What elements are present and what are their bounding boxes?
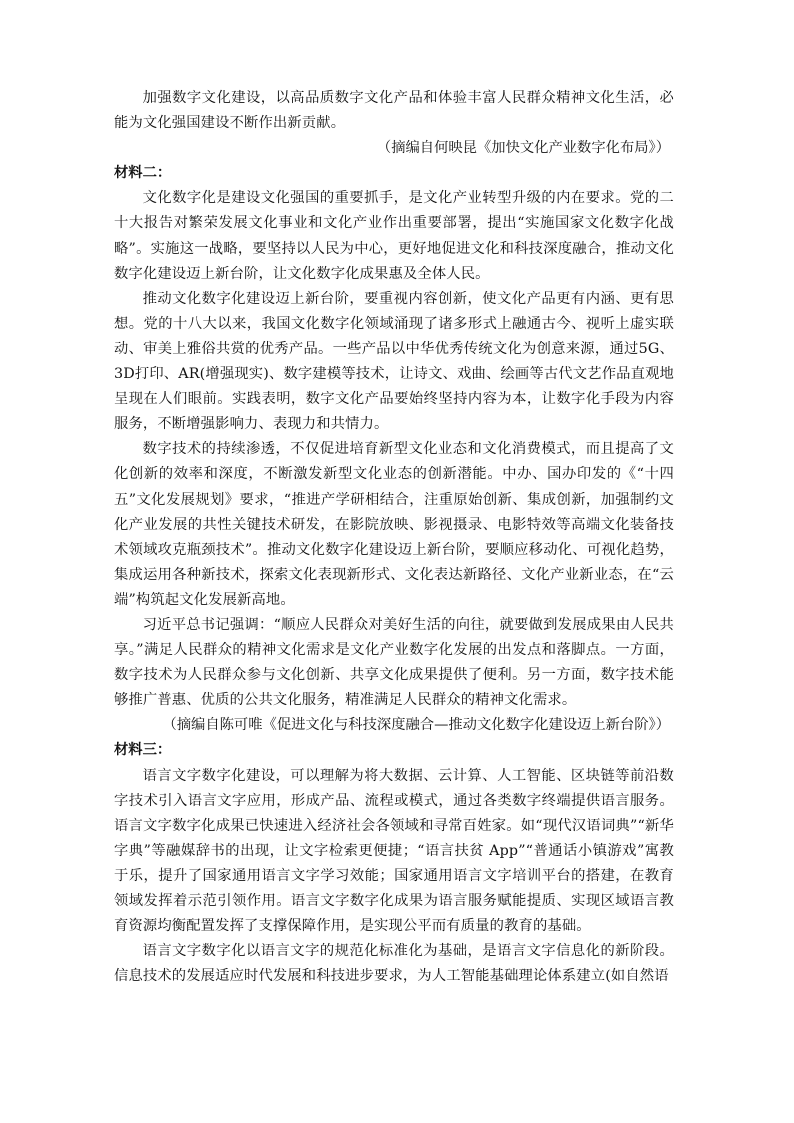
document-page — [114, 86, 674, 989]
material2-paragraph-2: 推动文化数字化建设迈上新台阶，要重视内容创新，使文化产品更有内涵、更有思想。党的十八大以来，我国文化数字化领域涌现了诸多形式上融通古今、视听上虚实联动、审美上雅俗共赏的优秀产品。一些产品以中华优秀传统文化为创意来源，通过5G、3D打印、AR(增强现实)、数字建模等技术，让诗文、戏曲、绘画等古代文艺作品直观地呈现在人们眼前。实践表明，数字文化产品要始终坚持内容为本，让数字化手段为内容服务，不断增强影响力、表现力和共情力。 — [114, 290, 674, 433]
material2-paragraph-1: 文化数字化是建设文化强国的重要抓手，是文化产业转型升级的内在要求。党的二十大报告对繁荣发展文化事业和文化产业作出重要部署，提出“实施国家文化数字化战略”。实施这一战略，要坚持以人民为中心，更好地促进文化和科技深度融合，推动文化数字化建设迈上新台阶，让文化数字化成果惠及全体人民。 — [114, 190, 674, 282]
material1-closing-paragraph: 加强数字文化建设，以高品质数字文化产品和体验丰富人民群众精神文化生活，必能为文化强国建设不断作出新贡献。 — [114, 90, 674, 132]
material3-paragraph-2: 语言文字数字化以语言文字的规范化标准化为基础，是语言文字信息化的新阶段。信息技术的发展适应时代发展和科技进步要求，为人工智能基础理论体系建立(如自然语 — [114, 943, 674, 985]
material2-paragraph-3: 数字技术的持续渗透，不仅促进培育新型文化业态和文化消费模式，而且提高了文化创新的效率和深度，不断激发新型文化业态的创新潜能。中办、国办印发的《“十四五”文化发展规划》要求，“推进产学研相结合，注重原始创新、集成创新，加强制约文化产业发展的共性关键技术研发，在影院放映、影视摄录、电影特效等高端文化装备技术领域攻克瓶颈技术”。推动文化数字化建设迈上新台阶，要顺应移动化、可视化趋势，集成运用各种新技术，探索文化表现新形式、文化表达新路径、文化产业新业态，在“云端”构筑起文化发展新高地。 — [114, 441, 674, 608]
material3-paragraph-1: 语言文字数字化建设，可以理解为将大数据、云计算、人工智能、区块链等前沿数字技术引入语言文字应用，形成产品、流程或模式，通过各类数字终端提供语言服务。语言文字数字化成果已快速进入经济社会各领域和寻常百姓家。如“现代汉语词典”“新华字典”等融媒辞书的出现，让文字检索更便捷；“语言扶贫 App”“普通话小镇游戏”寓教于乐，提升了国家通用语言文字学习效能；国家通用语言文字培训平台的搭建，在教育领域发挥着示范引领作用。语言文字数字化成果为语言服务赋能提质、实现区域语言教育资源均衡配置发挥了支撑保障作用，是实现公平而有质量的教育的基础。 — [114, 767, 674, 935]
material3-heading: 材料三： — [114, 742, 172, 759]
material2-paragraph-4: 习近平总书记强调：“顺应人民群众对美好生活的向往，就要做到发展成果由人民共享。”满足人民群众的精神文化需求是文化产业数字化发展的出发点和落脚点。一方面，数字技术为人民群众参与文化创新、共享文化成果提供了便利。另一方面，数字技术能够推广普惠、优质的公共文化服务，精准满足人民群众的精神文化需求。 — [114, 616, 674, 709]
material2-heading: 材料二： — [114, 165, 172, 182]
material2-source: （摘编自陈可唯《促进文化与科技深度融合—推动文化数字化建设迈上新台阶》） — [162, 717, 670, 734]
material1-source: （摘编自何映昆《加快文化产业数字化布局》） — [376, 140, 670, 157]
